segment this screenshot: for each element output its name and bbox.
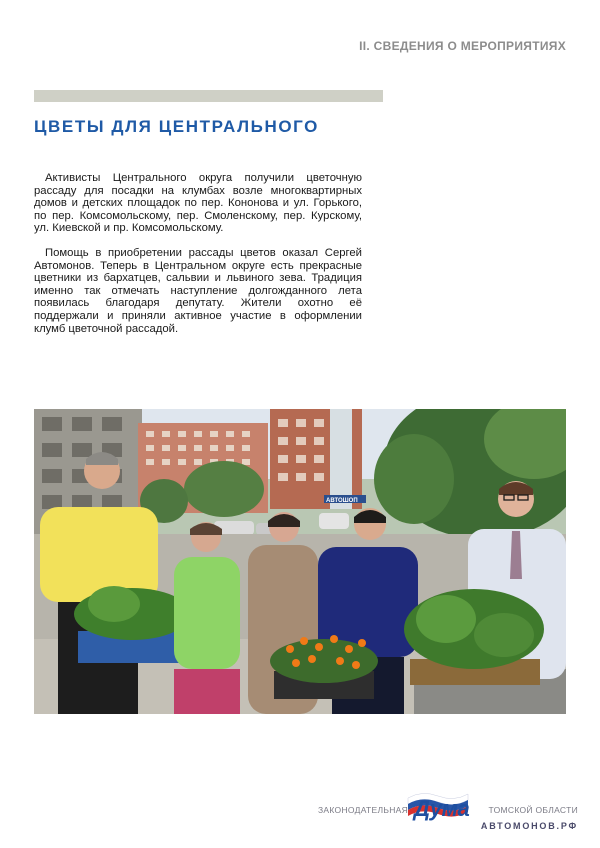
event-photo [34,409,566,714]
article-title: ЦВЕТЫ ДЛЯ ЦЕНТРАЛЬНОГО [34,117,319,136]
title-decorative-bar [34,90,383,102]
article-body [34,172,362,347]
footer [318,786,578,836]
footer-left-text: ЗАКОНОДАТЕЛЬНАЯ [318,805,409,815]
event-photo-illustration [34,409,566,714]
shop-sign-text: АВТОШОП [326,498,358,504]
article-paragraph-1: Активисты Центрального округа получили цветочную рассаду для посадки на клумбах возле многоквартирных домов и детских площадок по пер. Кононова и ул. Горького, по пер. Комсомольскому, пер. Смоленскому, пер. Курскому, ул. Киевской и пр. Комсомольскому. [34,172,362,235]
duma-logo-word: Дума [414,796,470,821]
footer-url[interactable]: АВТОМОНОВ.РФ [480,821,578,831]
article-paragraph-2: Помощь в приобретении рассады цветов оказал Сергей Автомонов. Теперь в Центральном округе есть прекрасные цветники из бархатцев, сальвии и львиного зева. Традиция именно так отмечать наступление долгожданного лета появилась благодаря депутату. Жители охотно её поддержали и приняли активное участие в оформлении клумб цветочной рассадой. [34,246,362,335]
footer-right-text: ТОМСКОЙ ОБЛАСТИ [488,805,578,815]
section-header: II. СВЕДЕНИЯ О МЕРОПРИЯТИЯХ [359,39,566,53]
